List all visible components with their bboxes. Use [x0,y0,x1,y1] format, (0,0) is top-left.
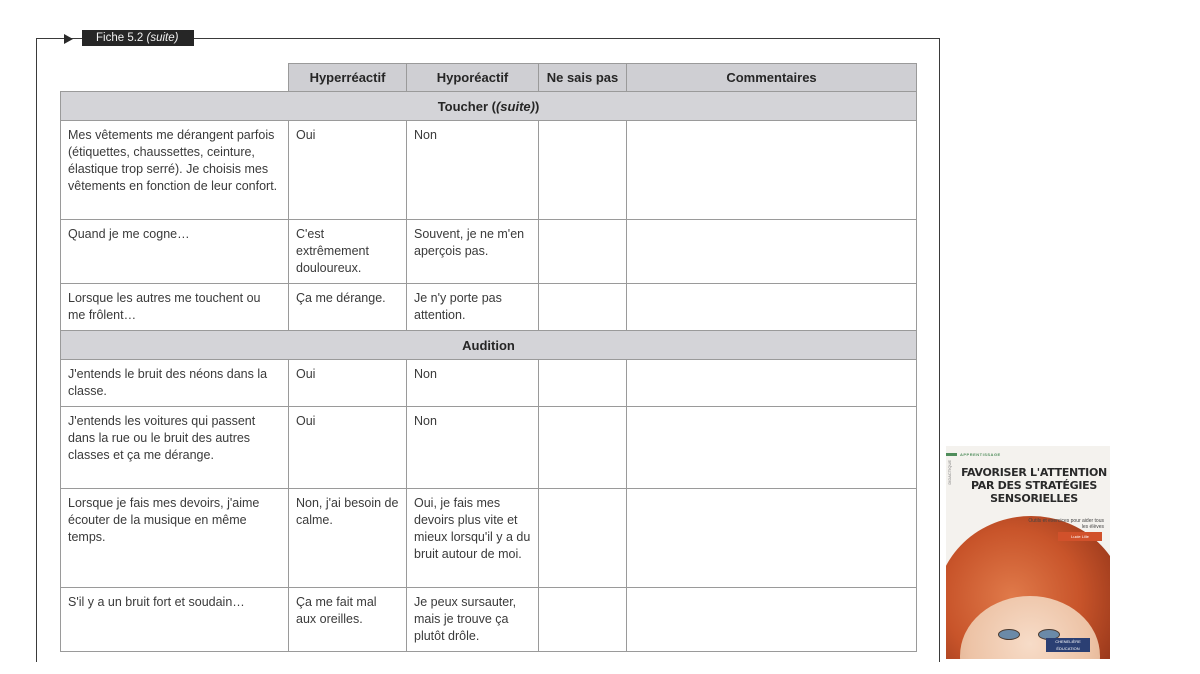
table-row [61,360,917,407]
table-row [61,220,917,284]
book-cover[interactable] [946,446,1110,659]
hypo-cell: Non [407,360,539,407]
section-title: Toucher ((suite)) [61,92,917,121]
comment-cell[interactable] [627,360,917,407]
comment-cell[interactable] [627,121,917,220]
item-cell: J'entends les voitures qui passent dans la rue ou le bruit des autres classes et ça me dérange. [61,407,289,489]
comment-cell[interactable] [627,407,917,489]
section-row-toucher [61,92,917,121]
unsure-cell[interactable] [539,588,627,652]
hyper-cell: Non, j'ai besoin de calme. [289,489,407,588]
frame-right-rule [939,38,940,662]
frame-left-rule [36,38,37,662]
frame-arrow-line [36,38,66,39]
hyper-cell: Ça me fait mal aux oreilles. [289,588,407,652]
section-title: Audition [61,331,917,360]
hypo-cell: Je peux sursauter, mais je trouve ça plutôt drôle. [407,588,539,652]
cover-subtitle: Outils et exercices pour aider tous les élèves [1028,518,1104,530]
comment-cell[interactable] [627,489,917,588]
table-row [61,407,917,489]
comment-cell[interactable] [627,284,917,331]
hyper-cell: Ça me dérange. [289,284,407,331]
hyper-cell: Oui [289,407,407,489]
hypo-cell: Non [407,407,539,489]
unsure-cell[interactable] [539,489,627,588]
hypo-cell: Souvent, je ne m'en aperçois pas. [407,220,539,284]
unsure-cell[interactable] [539,220,627,284]
hypo-cell: Oui, je fais mes devoirs plus vite et mieux lorsqu'il y a du bruit autour de moi. [407,489,539,588]
cover-side-label: DIDACTIQUE [947,460,952,485]
cover-series-label: APPRENTISSAGE [960,452,1001,457]
sensory-questionnaire-table [60,63,917,652]
fiche-number: Fiche 5.2 [96,32,144,44]
cover-title: FAVORISER L'ATTENTION PAR DES STRATÉGIES SENSORIELLES [961,466,1107,505]
table-row [61,121,917,220]
hypo-cell: Non [407,121,539,220]
fiche-label [82,30,194,46]
column-header-hyperreactif: Hyperréactif [289,64,407,92]
section-row-audition [61,331,917,360]
item-cell: Lorsque je fais mes devoirs, j'aime écouter de la musique en même temps. [61,489,289,588]
header-row [61,64,917,92]
publisher-logo: CHENELIÈRE ÉDUCATION [1046,638,1090,652]
table-row [61,588,917,652]
item-cell: S'il y a un bruit fort et soudain… [61,588,289,652]
item-cell: Mes vêtements me dérangent parfois (étiquettes, chaussettes, ceinture, élastique trop serré). Je choisis mes vêtements en fonction de leur confort. [61,121,289,220]
comment-cell[interactable] [627,588,917,652]
item-cell: Lorsque les autres me touchent ou me frôlent… [61,284,289,331]
header-corner [61,64,289,92]
section-title-text: Toucher [437,98,489,114]
unsure-cell[interactable] [539,360,627,407]
section-title-suffix: (suite) [495,98,535,114]
hypo-cell: Je n'y porte pas attention. [407,284,539,331]
item-cell: Quand je me cogne… [61,220,289,284]
cover-series-bar [946,453,957,456]
hyper-cell: C'est extrêmement douloureux. [289,220,407,284]
table-row [61,489,917,588]
hyper-cell: Oui [289,121,407,220]
comment-cell[interactable] [627,220,917,284]
column-header-hyporeactif: Hyporéactif [407,64,539,92]
unsure-cell[interactable] [539,121,627,220]
cover-eye-left [998,629,1020,640]
arrow-right-icon [64,34,73,44]
hyper-cell: Oui [289,360,407,407]
table-row [61,284,917,331]
column-header-ne-sais-pas: Ne sais pas [539,64,627,92]
unsure-cell[interactable] [539,407,627,489]
unsure-cell[interactable] [539,284,627,331]
fiche-suffix: (suite) [146,32,179,44]
column-header-commentaires: Commentaires [627,64,917,92]
cover-author-badge: Lucie Lille [1058,532,1102,541]
item-cell: J'entends le bruit des néons dans la classe. [61,360,289,407]
